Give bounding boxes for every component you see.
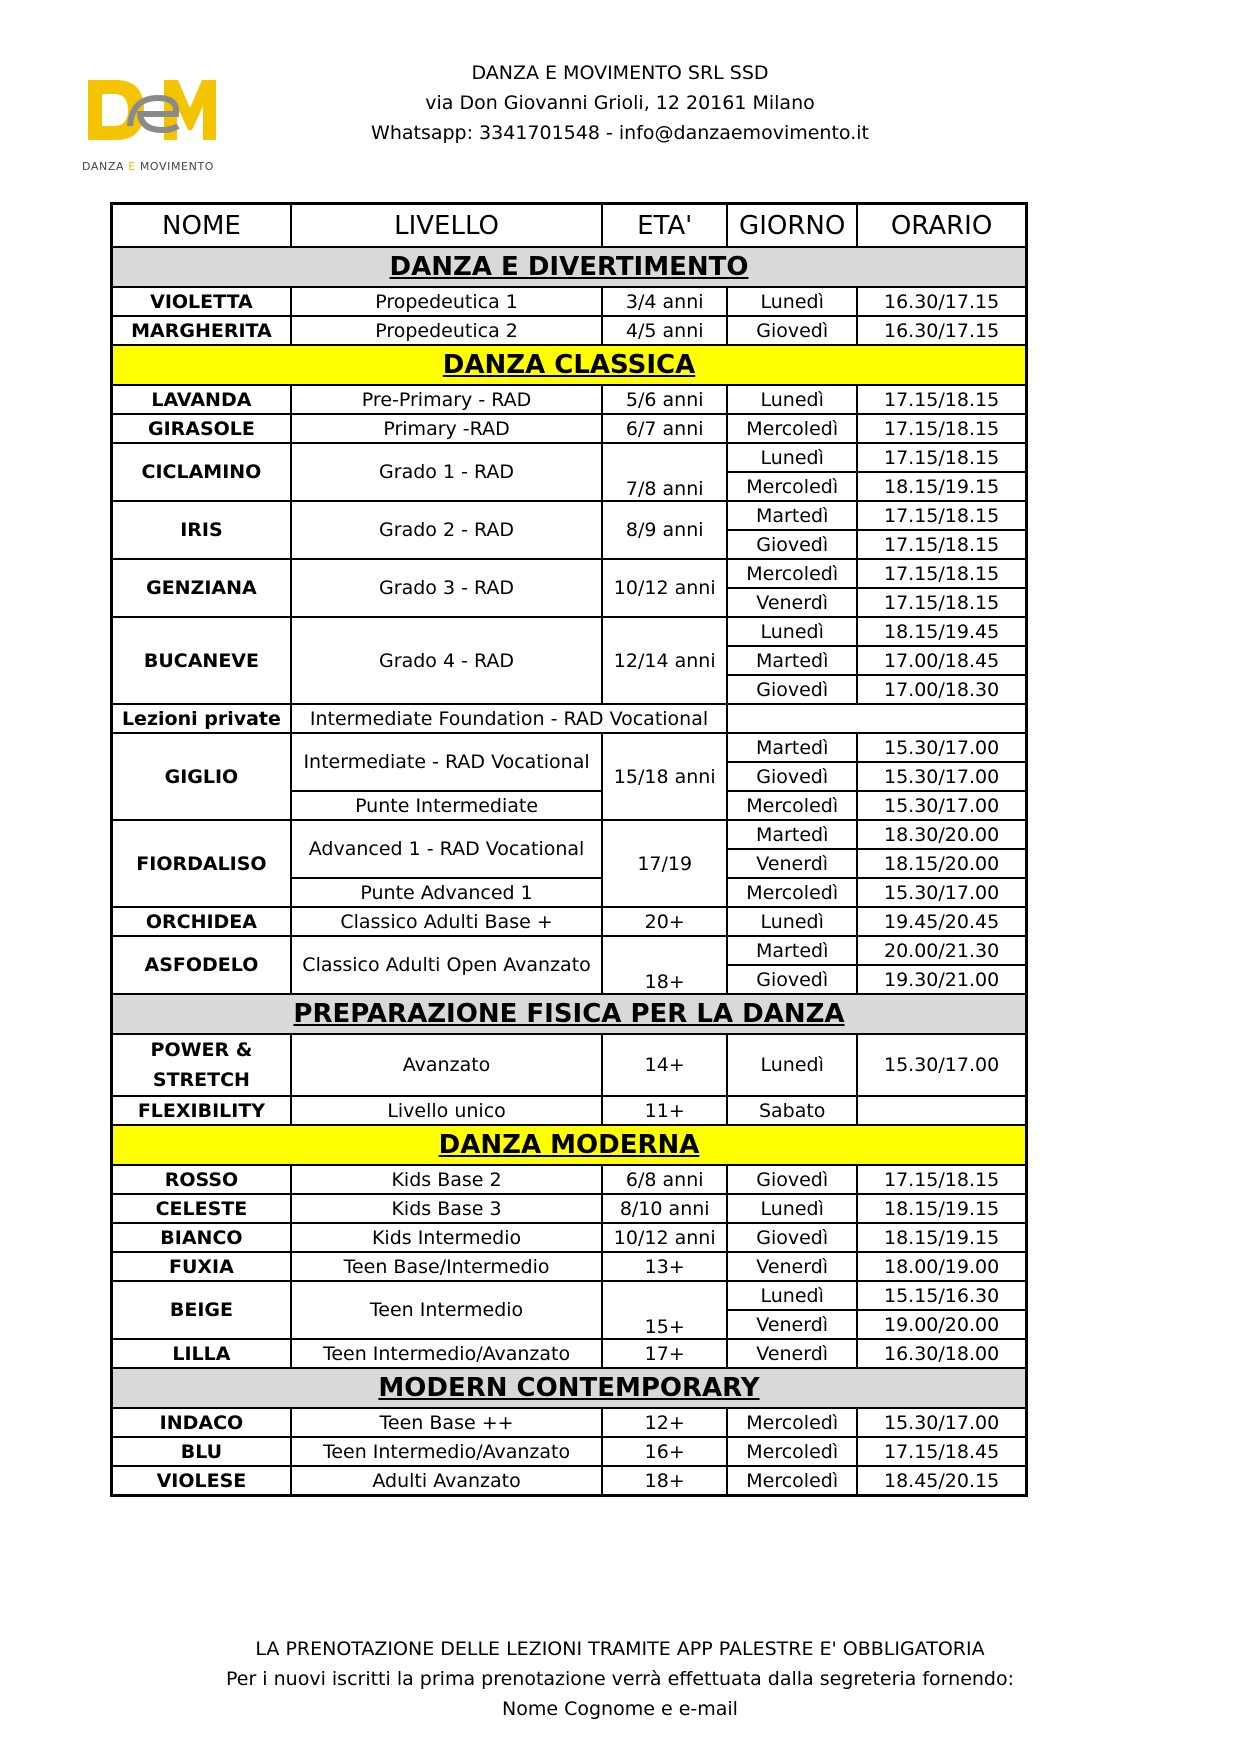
- cell-giorno: Martedì: [727, 820, 857, 849]
- cell-eta: 14+: [602, 1034, 727, 1096]
- cell-giorno: Giovedì: [727, 316, 857, 345]
- cell-orario: 18.00/19.00: [857, 1252, 1026, 1281]
- col-header-eta: ETA': [602, 204, 727, 248]
- cell-giorno: Martedì: [727, 936, 857, 965]
- section-row: [112, 247, 1027, 287]
- company-contact: Whatsapp: 3341701548 - info@danzaemovimento.it: [371, 122, 869, 144]
- cell-orario: 16.30/18.00: [857, 1339, 1026, 1368]
- cell-giorno: Martedì: [727, 733, 857, 762]
- cell-nome: FIORDALISO: [112, 820, 291, 907]
- section-row: [112, 1125, 1027, 1165]
- logo-caption: DANZA E MOVIMENTO: [82, 160, 215, 173]
- cell-orario: 17.00/18.45: [857, 646, 1026, 675]
- cell-eta: 16+: [602, 1437, 727, 1466]
- cell-livello: Classico Adulti Open Avanzato: [291, 936, 602, 994]
- cell-nome: ORCHIDEA: [112, 907, 291, 936]
- table-row: [112, 1096, 1027, 1125]
- cell-orario: 15.15/16.30: [857, 1281, 1026, 1310]
- cell-livello: Classico Adulti Base +: [291, 907, 602, 936]
- company-logo: [82, 68, 222, 188]
- cell-eta: 10/12 anni: [602, 1223, 727, 1252]
- cell-giorno: Lunedì: [727, 1194, 857, 1223]
- cell-nome: GIRASOLE: [112, 414, 291, 443]
- cell-eta: 6/8 anni: [602, 1165, 727, 1194]
- cell-orario: 15.30/17.00: [857, 762, 1026, 791]
- table-row: [112, 443, 1027, 472]
- cell-orario: 17.15/18.15: [857, 530, 1026, 559]
- section-row: [112, 1368, 1027, 1408]
- cell-eta: 6/7 anni: [602, 414, 727, 443]
- cell-livello: Teen Intermedio/Avanzato: [291, 1339, 602, 1368]
- cell-eta: 5/6 anni: [602, 385, 727, 414]
- table-row: [112, 1252, 1027, 1281]
- cell-giorno: Mercoledì: [727, 878, 857, 907]
- cell-giorno: Giovedì: [727, 762, 857, 791]
- section-row: [112, 345, 1027, 385]
- cell-livello: Kids Base 2: [291, 1165, 602, 1194]
- cell-eta: 8/9 anni: [602, 501, 727, 559]
- cell-livello: Pre-Primary - RAD: [291, 385, 602, 414]
- cell-livello: Grado 3 - RAD: [291, 559, 602, 617]
- cell-orario: 16.30/17.15: [857, 287, 1026, 316]
- table-row: [112, 704, 1027, 733]
- cell-orario: 17.15/18.15: [857, 385, 1026, 414]
- cell-nome: FLEXIBILITY: [112, 1096, 291, 1125]
- cell-eta: 12/14 anni: [602, 617, 727, 704]
- cell-giorno: Giovedì: [727, 1223, 857, 1252]
- cell-orario: 15.30/17.00: [857, 1034, 1026, 1096]
- table-row: [112, 907, 1027, 936]
- section-title: DANZA CLASSICA: [112, 345, 1027, 385]
- table-row: [112, 1034, 1027, 1096]
- cell-eta: 17/19: [602, 820, 727, 907]
- cell-giorno: Sabato: [727, 1096, 857, 1125]
- table-row: [112, 559, 1027, 588]
- cell-orario: 15.30/17.00: [857, 878, 1026, 907]
- cell-orario: 16.30/17.15: [857, 316, 1026, 345]
- cell-eta: 15+: [602, 1281, 727, 1339]
- cell-nome: BEIGE: [112, 1281, 291, 1339]
- cell-nome: POWER & STRETCH: [112, 1034, 291, 1096]
- cell-livello: Propedeutica 1: [291, 287, 602, 316]
- cell-livello: Intermediate - RAD Vocational: [291, 733, 602, 791]
- cell-giorno: Mercoledì: [727, 791, 857, 820]
- cell-livello: Kids Base 3: [291, 1194, 602, 1223]
- table-row: [112, 287, 1027, 316]
- cell-livello: Intermediate Foundation - RAD Vocational: [291, 704, 727, 733]
- cell-giorno: Giovedì: [727, 530, 857, 559]
- cell-orario: 17.15/18.15: [857, 1165, 1026, 1194]
- table-row: [112, 1466, 1027, 1496]
- cell-giorno: Mercoledì: [727, 1437, 857, 1466]
- cell-livello: Livello unico: [291, 1096, 602, 1125]
- cell-nome: VIOLESE: [112, 1466, 291, 1496]
- cell-eta: 15/18 anni: [602, 733, 727, 820]
- cell-giorno: Venerdì: [727, 1310, 857, 1339]
- cell-giorno: Lunedì: [727, 287, 857, 316]
- cell-livello: Punte Intermediate: [291, 791, 602, 820]
- cell-orario: 20.00/21.30: [857, 936, 1026, 965]
- cell-orario: 17.15/18.15: [857, 414, 1026, 443]
- cell-orario: 17.15/18.15: [857, 588, 1026, 617]
- table-row: [112, 1437, 1027, 1466]
- cell-nome: VIOLETTA: [112, 287, 291, 316]
- cell-giorno: Lunedì: [727, 1034, 857, 1096]
- schedule-table: [110, 202, 1028, 1497]
- cell-giorno: Lunedì: [727, 1281, 857, 1310]
- cell-orario: 18.30/20.00: [857, 820, 1026, 849]
- cell-nome: ROSSO: [112, 1165, 291, 1194]
- cell-eta: 8/10 anni: [602, 1194, 727, 1223]
- cell-nome: MARGHERITA: [112, 316, 291, 345]
- cell-nome: IRIS: [112, 501, 291, 559]
- cell-giorno: Venerdì: [727, 588, 857, 617]
- cell-nome: CELESTE: [112, 1194, 291, 1223]
- section-title: DANZA E DIVERTIMENTO: [112, 247, 1027, 287]
- cell-giorno: Mercoledì: [727, 1466, 857, 1496]
- table-row: [112, 1223, 1027, 1252]
- col-header-nome: NOME: [112, 204, 291, 248]
- cell-giorno: Lunedì: [727, 385, 857, 414]
- cell-livello: Advanced 1 - RAD Vocational: [291, 820, 602, 878]
- cell-eta: 4/5 anni: [602, 316, 727, 345]
- cell-giorno: Lunedì: [727, 617, 857, 646]
- company-header: [300, 58, 940, 148]
- table-row: [112, 936, 1027, 965]
- table-row: [112, 820, 1027, 849]
- company-address: via Don Giovanni Grioli, 12 20161 Milano: [425, 92, 815, 114]
- cell-orario: 15.30/17.00: [857, 1408, 1026, 1437]
- cell-orario: 18.15/20.00: [857, 849, 1026, 878]
- cell-giorno: Mercoledì: [727, 472, 857, 501]
- cell-livello: Teen Intermedio: [291, 1281, 602, 1339]
- cell-orario: 17.15/18.15: [857, 501, 1026, 530]
- cell-giorno: Lunedì: [727, 443, 857, 472]
- table-row: [112, 733, 1027, 762]
- cell-orario: 19.45/20.45: [857, 907, 1026, 936]
- cell-eta: 7/8 anni: [602, 443, 727, 501]
- cell-orario: 17.15/18.15: [857, 559, 1026, 588]
- cell-orario: 17.15/18.45: [857, 1437, 1026, 1466]
- table-row: [112, 1339, 1027, 1368]
- cell-nome: BIANCO: [112, 1223, 291, 1252]
- cell-orario: 18.15/19.15: [857, 1223, 1026, 1252]
- cell-orario: 18.15/19.15: [857, 1194, 1026, 1223]
- cell-livello: Grado 1 - RAD: [291, 443, 602, 501]
- cell-eta: 11+: [602, 1096, 727, 1125]
- cell-livello: Avanzato: [291, 1034, 602, 1096]
- cell-orario: 17.00/18.30: [857, 675, 1026, 704]
- cell-giorno: Lunedì: [727, 907, 857, 936]
- cell-giorno: Mercoledì: [727, 559, 857, 588]
- footer-note: [180, 1634, 1060, 1724]
- cell-giorno: Venerdì: [727, 849, 857, 878]
- cell-nome: FUXIA: [112, 1252, 291, 1281]
- table-row: [112, 501, 1027, 530]
- section-title: PREPARAZIONE FISICA PER LA DANZA: [112, 994, 1027, 1034]
- cell-nome: LAVANDA: [112, 385, 291, 414]
- col-header-livello: LIVELLO: [291, 204, 602, 248]
- cell-giorno: Martedì: [727, 501, 857, 530]
- table-row: [112, 385, 1027, 414]
- cell-nome: LILLA: [112, 1339, 291, 1368]
- cell-giorno: Mercoledì: [727, 1408, 857, 1437]
- footer-line-required-info: Nome Cognome e e-mail: [502, 1698, 738, 1720]
- cell-orario: 17.15/18.15: [857, 443, 1026, 472]
- cell-giorno: Martedì: [727, 646, 857, 675]
- company-name: DANZA E MOVIMENTO SRL SSD: [471, 62, 769, 84]
- cell-livello: Grado 2 - RAD: [291, 501, 602, 559]
- table-row: [112, 1194, 1027, 1223]
- cell-livello: Grado 4 - RAD: [291, 617, 602, 704]
- cell-eta: 20+: [602, 907, 727, 936]
- cell-nome: CICLAMINO: [112, 443, 291, 501]
- cell-nome: BUCANEVE: [112, 617, 291, 704]
- col-header-orario: ORARIO: [857, 204, 1026, 248]
- cell-orario: 18.45/20.15: [857, 1466, 1026, 1496]
- cell-orario: 15.30/17.00: [857, 791, 1026, 820]
- cell-livello: Adulti Avanzato: [291, 1466, 602, 1496]
- cell-giorno: Mercoledì: [727, 414, 857, 443]
- cell-livello: Propedeutica 2: [291, 316, 602, 345]
- table-row: [112, 617, 1027, 646]
- cell-orario: 19.30/21.00: [857, 965, 1026, 994]
- table-row: [112, 414, 1027, 443]
- cell-livello: Kids Intermedio: [291, 1223, 602, 1252]
- cell-eta: 18+: [602, 936, 727, 994]
- cell-eta: 18+: [602, 1466, 727, 1496]
- cell-nome: GIGLIO: [112, 733, 291, 820]
- cell-giorno: Venerdì: [727, 1339, 857, 1368]
- cell-nome: ASFODELO: [112, 936, 291, 994]
- cell-livello: Punte Advanced 1: [291, 878, 602, 907]
- cell-livello: Teen Base/Intermedio: [291, 1252, 602, 1281]
- section-row: [112, 994, 1027, 1034]
- section-title: DANZA MODERNA: [112, 1125, 1027, 1165]
- table-row: [112, 1165, 1027, 1194]
- cell-nome: Lezioni private: [112, 704, 291, 733]
- cell-eta: 12+: [602, 1408, 727, 1437]
- cell-orario: [857, 1096, 1026, 1125]
- cell-nome: INDACO: [112, 1408, 291, 1437]
- cell-orario: 18.15/19.15: [857, 472, 1026, 501]
- cell-giorno: Giovedì: [727, 675, 857, 704]
- table-row: [112, 1281, 1027, 1310]
- cell-orario: 18.15/19.45: [857, 617, 1026, 646]
- cell-eta: 10/12 anni: [602, 559, 727, 617]
- cell-orario: 19.00/20.00: [857, 1310, 1026, 1339]
- dem-logo-icon: [82, 68, 222, 158]
- cell-livello: Teen Intermedio/Avanzato: [291, 1437, 602, 1466]
- table-row: [112, 316, 1027, 345]
- cell-empty: [727, 704, 1026, 733]
- cell-eta: 3/4 anni: [602, 287, 727, 316]
- footer-line-booking: LA PRENOTAZIONE DELLE LEZIONI TRAMITE APP PALESTRE E' OBBLIGATORIA: [255, 1638, 985, 1660]
- cell-eta: 17+: [602, 1339, 727, 1368]
- footer-line-new-members: Per i nuovi iscritti la prima prenotazione verrà effettuata dalla segreteria fornendo:: [225, 1668, 1015, 1690]
- cell-livello: Primary -RAD: [291, 414, 602, 443]
- col-header-giorno: GIORNO: [727, 204, 857, 248]
- cell-nome: GENZIANA: [112, 559, 291, 617]
- section-title: MODERN CONTEMPORARY: [112, 1368, 1027, 1408]
- cell-giorno: Giovedì: [727, 1165, 857, 1194]
- cell-livello: Teen Base ++: [291, 1408, 602, 1437]
- table-header-row: [112, 204, 1027, 248]
- cell-nome: BLU: [112, 1437, 291, 1466]
- cell-eta: 13+: [602, 1252, 727, 1281]
- cell-giorno: Giovedì: [727, 965, 857, 994]
- cell-giorno: Venerdì: [727, 1252, 857, 1281]
- cell-orario: 15.30/17.00: [857, 733, 1026, 762]
- table-row: [112, 1408, 1027, 1437]
